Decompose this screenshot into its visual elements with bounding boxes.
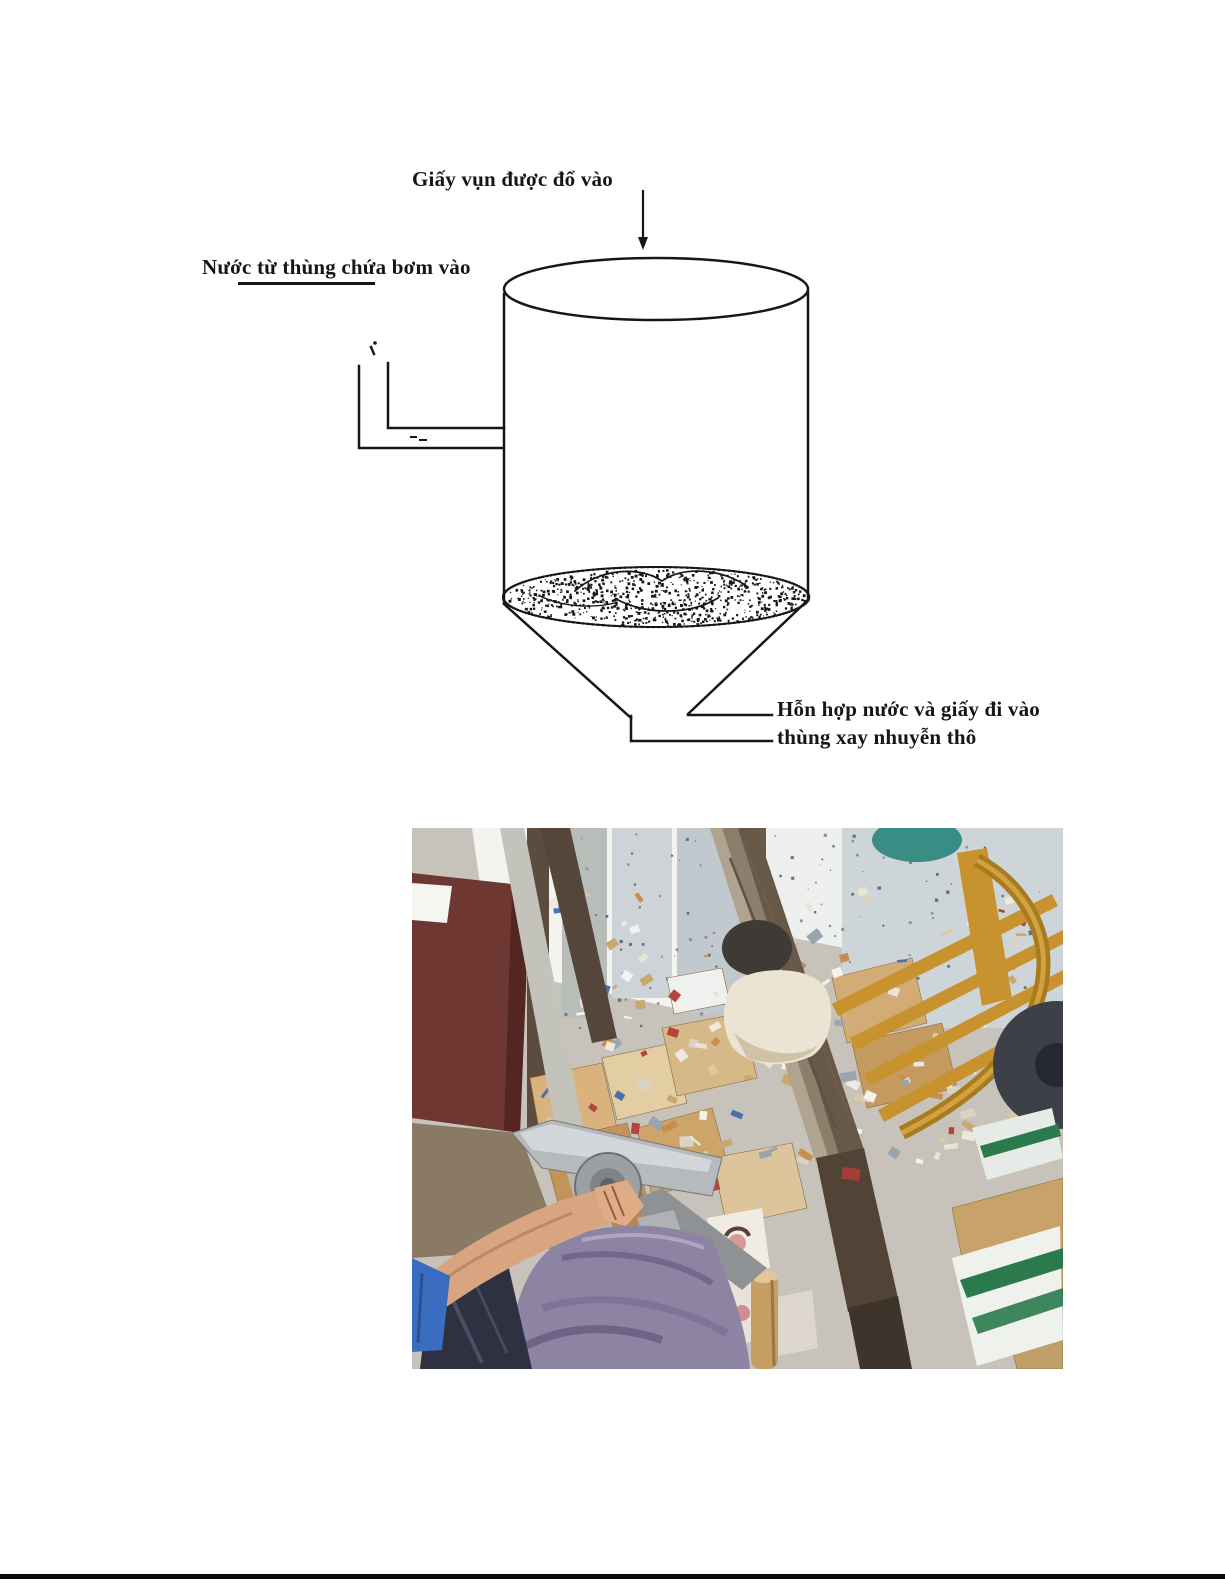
scrap-yard-photo (412, 828, 1063, 1369)
outlet-label-line2: thùng xay nhuyễn thô (777, 725, 977, 749)
tank-cylinder (504, 258, 808, 603)
water-inlet-label: Nước từ thùng chứa bơm vào (202, 255, 471, 279)
feed-arrow-icon (638, 191, 648, 250)
label-underline (238, 282, 375, 285)
leader-lines (631, 715, 772, 741)
scrap-paper-feed-label: Giấy vụn được đổ vào (412, 167, 613, 191)
wooden-stick (751, 1271, 778, 1369)
dark-bundle-top (722, 920, 792, 976)
water-inlet-pipe (359, 341, 504, 448)
pulp-mixture (502, 566, 810, 628)
outlet-label-line1: Hỗn hợp nước và giấy đi vào (777, 697, 1040, 721)
page-bottom-rule (0, 1574, 1225, 1579)
white-sack (724, 970, 831, 1064)
